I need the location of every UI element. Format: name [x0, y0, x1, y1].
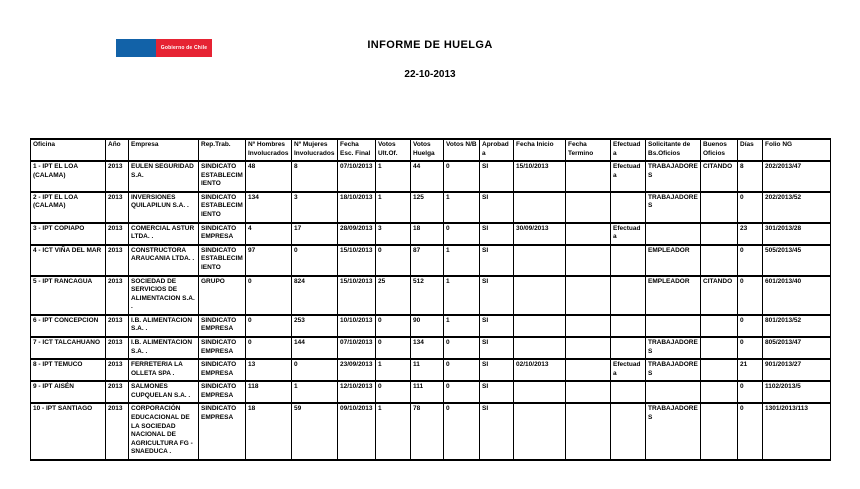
page-title: INFORME DE HUELGA	[367, 39, 493, 51]
table-cell	[701, 245, 738, 276]
header-cell: Buenos Oficios	[701, 139, 738, 161]
table-cell	[611, 245, 646, 276]
table-cell: 144	[292, 337, 338, 359]
table-cell: 0	[376, 245, 411, 276]
table-cell: 0	[738, 403, 763, 459]
table-cell: 253	[292, 315, 338, 337]
table-cell	[566, 161, 611, 192]
table-cell: SINDICATO EMPRESA	[199, 223, 246, 245]
table-cell: SI	[480, 223, 514, 245]
table-cell: 0	[246, 315, 292, 337]
table-cell: INVERSIONES QUILAPILUN S.A. .	[129, 192, 199, 223]
table-cell	[701, 315, 738, 337]
table-cell: 0	[444, 359, 480, 381]
table-cell: 2013	[106, 381, 129, 403]
table-cell: 1	[376, 403, 411, 459]
table-cell: TRABAJADORES	[646, 359, 701, 381]
table-cell: SI	[480, 381, 514, 403]
table-cell: 2 - IPT EL LOA (CALAMA)	[31, 192, 106, 223]
header-cell: Días	[738, 139, 763, 161]
table-cell	[514, 403, 566, 459]
table-cell: TRABAJADORES	[646, 403, 701, 459]
header-cell: Solicitante de Bs.Oficios	[646, 139, 701, 161]
header-cell: Fecha Esc. Final	[338, 139, 376, 161]
table-cell: CITANDO	[701, 276, 738, 315]
table-cell: 7 - ICT TALCAHUANO	[31, 337, 106, 359]
table-cell: 0	[376, 315, 411, 337]
table-cell: Efectuada	[611, 359, 646, 381]
table-cell: 0	[246, 337, 292, 359]
table-cell	[514, 276, 566, 315]
table-cell: 09/10/2013	[338, 403, 376, 459]
table-cell: 30/09/2013	[514, 223, 566, 245]
table-cell: 0	[738, 315, 763, 337]
table-body	[31, 161, 831, 460]
table-cell: 97	[246, 245, 292, 276]
table-cell: CITANDO	[701, 161, 738, 192]
table-cell: EULEN SEGURIDAD S.A.	[129, 161, 199, 192]
table-cell: 505/2013/45	[763, 245, 831, 276]
table-cell	[514, 315, 566, 337]
table-cell: 901/2013/27	[763, 359, 831, 381]
table-cell: 0	[444, 381, 480, 403]
table-cell: 1	[444, 192, 480, 223]
table-cell: 2013	[106, 161, 129, 192]
table-cell	[701, 403, 738, 459]
table-cell: SALMONES CUPQUELAN S.A. .	[129, 381, 199, 403]
table-cell	[611, 403, 646, 459]
table-row	[31, 337, 831, 359]
table-cell	[701, 192, 738, 223]
table-cell: 1 - IPT EL LOA (CALAMA)	[31, 161, 106, 192]
table-cell	[611, 337, 646, 359]
table-cell: 2013	[106, 245, 129, 276]
table-cell: I.B. ALIMENTACION S.A. .	[129, 337, 199, 359]
header-cell: Folio NG	[763, 139, 831, 161]
table-cell: 18	[246, 403, 292, 459]
table-cell: SI	[480, 337, 514, 359]
header-cell: Año	[106, 139, 129, 161]
header-cell: Votos N/B	[444, 139, 480, 161]
table-cell: 1	[444, 245, 480, 276]
table-cell	[701, 359, 738, 381]
table-cell: 12/10/2013	[338, 381, 376, 403]
table-cell	[566, 403, 611, 459]
header-cell: Nº Hombres Involucrados	[246, 139, 292, 161]
table-cell: 202/2013/47	[763, 161, 831, 192]
table-cell: 0	[444, 337, 480, 359]
table-cell: 0	[738, 337, 763, 359]
table-cell: 801/2013/52	[763, 315, 831, 337]
table-cell: 2013	[106, 315, 129, 337]
table-cell: 4	[246, 223, 292, 245]
table-cell: 15/10/2013	[338, 245, 376, 276]
table-cell: 0	[246, 276, 292, 315]
table-cell: 17	[292, 223, 338, 245]
header-cell: Fecha Inicio	[514, 139, 566, 161]
table-cell: SI	[480, 315, 514, 337]
table-cell: 0	[292, 245, 338, 276]
table-cell: 10 - IPT SANTIAGO	[31, 403, 106, 459]
table-cell	[701, 381, 738, 403]
table-cell: 0	[376, 381, 411, 403]
table-cell: 8	[738, 161, 763, 192]
table-cell	[514, 381, 566, 403]
table-cell: 18/10/2013	[338, 192, 376, 223]
table-cell: 601/2013/40	[763, 276, 831, 315]
table-cell: 1	[444, 276, 480, 315]
table-cell: 23	[738, 223, 763, 245]
table-cell	[646, 315, 701, 337]
table-cell: 10/10/2013	[338, 315, 376, 337]
table-cell: 8 - IPT TEMUCO	[31, 359, 106, 381]
table-cell: 1	[444, 315, 480, 337]
table-cell	[514, 337, 566, 359]
table-cell	[611, 276, 646, 315]
table-cell: 21	[738, 359, 763, 381]
table-cell	[701, 223, 738, 245]
table-cell: 0	[444, 161, 480, 192]
table-cell: 18	[411, 223, 444, 245]
table-cell: I.B. ALIMENTACION S.A. .	[129, 315, 199, 337]
table-cell: 15/10/2013	[338, 276, 376, 315]
table-cell: SINDICATO ESTABLECIMIENTO	[199, 161, 246, 192]
table-cell: 0	[738, 192, 763, 223]
table-cell: 23/09/2013	[338, 359, 376, 381]
table-cell: 1	[292, 381, 338, 403]
strike-report-table	[30, 138, 831, 461]
logo-blue-block	[116, 39, 156, 57]
table-cell: COMERCIAL ASTUR LTDA. .	[129, 223, 199, 245]
table-row	[31, 161, 831, 192]
table-cell: CORPORACIÓN EDUCACIONAL DE LA SOCIEDAD NACIONAL DE AGRICULTURA FG - SNAEDUCA .	[129, 403, 199, 459]
report-date: 22-10-2013	[404, 69, 456, 80]
table-cell: TRABAJADORES	[646, 192, 701, 223]
table-cell: TRABAJADORES	[646, 161, 701, 192]
table-cell: 2013	[106, 192, 129, 223]
table-cell	[566, 359, 611, 381]
table-cell: 0	[444, 403, 480, 459]
table-cell: 87	[411, 245, 444, 276]
header-cell: Votos Huelga	[411, 139, 444, 161]
table-cell: 6 - IPT CONCEPCION	[31, 315, 106, 337]
table-cell: 13	[246, 359, 292, 381]
table-cell: SINDICATO EMPRESA	[199, 403, 246, 459]
header-cell: Empresa	[129, 139, 199, 161]
table-cell: 301/2013/28	[763, 223, 831, 245]
table-cell: 2013	[106, 337, 129, 359]
table-cell	[611, 192, 646, 223]
table-cell: 07/10/2013	[338, 161, 376, 192]
table-cell: 1	[376, 359, 411, 381]
table-row	[31, 403, 831, 459]
table-cell: 2013	[106, 223, 129, 245]
table-cell	[566, 223, 611, 245]
table-cell: SINDICATO ESTABLECIMIENTO	[199, 192, 246, 223]
table-cell	[566, 276, 611, 315]
table-cell	[566, 245, 611, 276]
table-cell: 202/2013/52	[763, 192, 831, 223]
table-cell	[566, 337, 611, 359]
header-cell: Fecha Termino	[566, 139, 611, 161]
table-cell: SI	[480, 192, 514, 223]
table-cell: SI	[480, 161, 514, 192]
header-cell: Efectuada	[611, 139, 646, 161]
table-cell: 44	[411, 161, 444, 192]
table-cell: GRUPO	[199, 276, 246, 315]
table-cell: SINDICATO EMPRESA	[199, 359, 246, 381]
table-cell: 1	[376, 161, 411, 192]
table-cell: 07/10/2013	[338, 337, 376, 359]
table-cell	[701, 337, 738, 359]
table-cell: 90	[411, 315, 444, 337]
header-cell: Oficina	[31, 139, 106, 161]
table-cell	[514, 192, 566, 223]
table-cell	[566, 381, 611, 403]
table-cell	[611, 315, 646, 337]
table-cell: EMPLEADOR	[646, 245, 701, 276]
table-cell: 824	[292, 276, 338, 315]
table-cell: 25	[376, 276, 411, 315]
header-cell: Aprobada	[480, 139, 514, 161]
table-cell	[514, 245, 566, 276]
table-row	[31, 276, 831, 315]
table-cell: 0	[444, 223, 480, 245]
table-cell: 125	[411, 192, 444, 223]
header-cell: Rep.Trab.	[199, 139, 246, 161]
table-cell: SI	[480, 245, 514, 276]
table-cell: 2013	[106, 403, 129, 459]
table-cell: 1102/2013/5	[763, 381, 831, 403]
table-cell: 2013	[106, 276, 129, 315]
table-cell: 0	[738, 245, 763, 276]
gobierno-de-chile-logo	[116, 39, 212, 57]
table-cell: 3	[292, 192, 338, 223]
table-cell: Efectuada	[611, 161, 646, 192]
table-cell: SINDICATO EMPRESA	[199, 337, 246, 359]
table-row	[31, 315, 831, 337]
table-cell: 0	[376, 337, 411, 359]
table-cell: SINDICATO EMPRESA	[199, 381, 246, 403]
table-cell: 59	[292, 403, 338, 459]
table-cell: 3	[376, 223, 411, 245]
table-cell: 1301/2013/113	[763, 403, 831, 459]
table-cell	[646, 381, 701, 403]
table-cell: 48	[246, 161, 292, 192]
table-row	[31, 223, 831, 245]
table-cell: 118	[246, 381, 292, 403]
table-cell: 9 - IPT AISÉN	[31, 381, 106, 403]
table-cell: 0	[738, 381, 763, 403]
table-cell: 02/10/2013	[514, 359, 566, 381]
table-cell: Efectuada	[611, 223, 646, 245]
table-cell: 111	[411, 381, 444, 403]
table-row	[31, 245, 831, 276]
table-cell: TRABAJADORES	[646, 337, 701, 359]
table-cell: SI	[480, 403, 514, 459]
table-cell: 28/09/2013	[338, 223, 376, 245]
table-cell	[646, 223, 701, 245]
table-row	[31, 192, 831, 223]
table-cell: 2013	[106, 359, 129, 381]
table-cell: CONSTRUCTORA ARAUCANIA LTDA. .	[129, 245, 199, 276]
table-cell: SOCIEDAD DE SERVICIOS DE ALIMENTACION S.A. .	[129, 276, 199, 315]
table-cell: SI	[480, 359, 514, 381]
table-cell: 512	[411, 276, 444, 315]
table-cell: EMPLEADOR	[646, 276, 701, 315]
table-cell: 78	[411, 403, 444, 459]
table-cell: 5 - IPT RANCAGUA	[31, 276, 106, 315]
table-cell: SINDICATO ESTABLECIMIENTO	[199, 245, 246, 276]
header-cell: Votos Ult.Of.	[376, 139, 411, 161]
table-cell	[566, 192, 611, 223]
header-row	[31, 139, 831, 161]
table-row	[31, 381, 831, 403]
table-cell: SI	[480, 276, 514, 315]
table-cell: 4 - ICT VIÑA DEL MAR	[31, 245, 106, 276]
table-cell: 3 - IPT COPIAPO	[31, 223, 106, 245]
table-cell: 11	[411, 359, 444, 381]
header-cell: Nº Mujeres Involucrados	[292, 139, 338, 161]
table-cell: FERRETERIA LA OLLETA SPA .	[129, 359, 199, 381]
table-cell: 0	[738, 276, 763, 315]
table-row	[31, 359, 831, 381]
table-cell: SINDICATO EMPRESA	[199, 315, 246, 337]
table-cell	[611, 381, 646, 403]
table-cell: 134	[411, 337, 444, 359]
table-cell: 8	[292, 161, 338, 192]
table-cell: 805/2013/47	[763, 337, 831, 359]
table-cell: 1	[376, 192, 411, 223]
table-cell	[566, 315, 611, 337]
table-cell: 134	[246, 192, 292, 223]
table-cell: 0	[292, 359, 338, 381]
logo-red-block: Gobierno de Chile	[156, 39, 212, 57]
table-cell: 15/10/2013	[514, 161, 566, 192]
